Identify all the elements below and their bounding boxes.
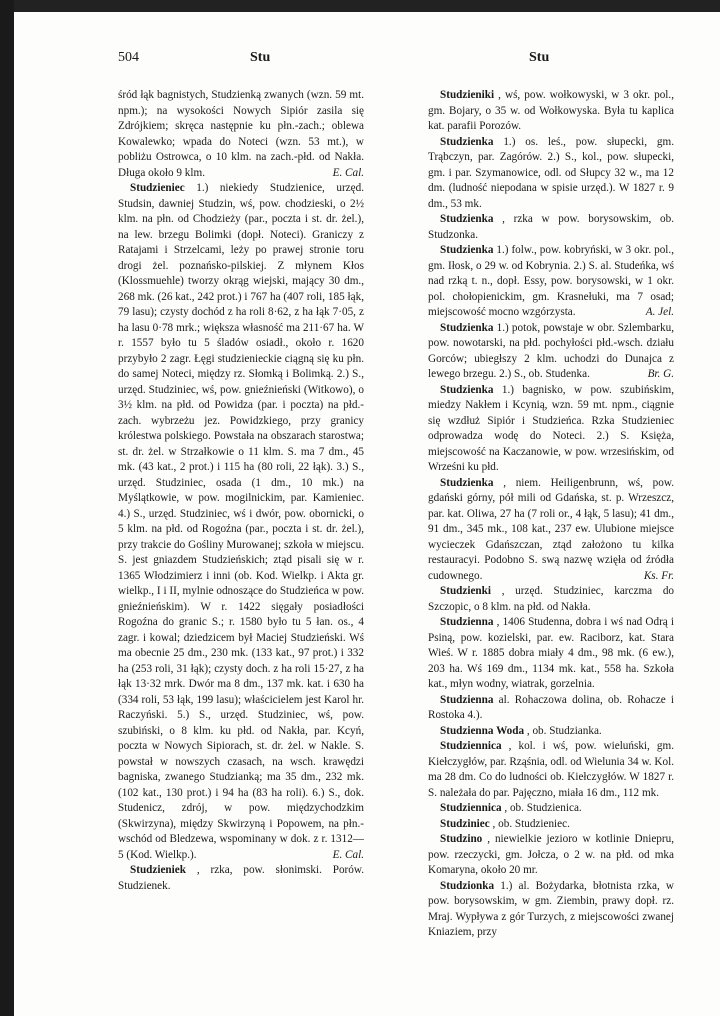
entry-signature: E. Cal. bbox=[332, 166, 364, 179]
dictionary-entry bbox=[428, 832, 674, 879]
page-number: 504 bbox=[118, 50, 139, 65]
dictionary-entry bbox=[428, 584, 674, 615]
entry-text: , rzka, pow. słonimski. Porów. Studzienek. bbox=[118, 864, 364, 892]
dictionary-entry bbox=[428, 383, 674, 476]
dictionary-entry bbox=[428, 693, 674, 724]
dictionary-entry bbox=[428, 739, 674, 801]
entry-headword: Studzienka bbox=[440, 476, 494, 489]
entry-text: , ob. Studzienica. bbox=[504, 802, 582, 814]
entry-signature: Ks. Fr. bbox=[643, 569, 674, 582]
entry-headword: Studziennica bbox=[440, 740, 502, 752]
dictionary-entry bbox=[428, 879, 674, 941]
entry-text: , 1406 Studenna, dobra i wś nad Odrą i Psiną, pow. kozielski, par. ew. Raciborz, kat. Stara Wieś. W r. 1885 dobra miały 4 dm., 98 mk. (6 ew.), 203 ha. Wś 169 dm., 1134 mk. kat., 558 ha. Szkoła kat., młyn wodny, wiatrak, gorzelnia. bbox=[428, 616, 674, 690]
entry-text: , rzka w pow. borysowskim, ob. Studzonka. bbox=[428, 213, 674, 241]
entry-signature: Br. G. bbox=[647, 368, 674, 380]
left-column bbox=[118, 88, 364, 988]
entry-text: 1.) al. Bożydarka, błotnista rzka, w pow. borysowskim, w gm. Ziembin, prawy dopł. rz. Mraj. Wypływa z gór Turzych, z miejscowości zwanej Kniaziem, przy bbox=[428, 879, 674, 938]
entry-headword: Studzieniec bbox=[130, 182, 185, 194]
entry-headword: Studzienka bbox=[440, 383, 494, 396]
dictionary-entry bbox=[428, 135, 674, 213]
entry-text: 1.) folw., pow. kobryński, w 3 okr. pol., gm. Iłosk, o 29 w. od Kobrynia. 2.) S. al. Studeńka, wś nad rzką t. n., dopł. Essy, pow. borysowski, w 1 okr. pol. chołopienickim, gm. Krasnełuki, ma 7 osad; miejscowość mocno wzgórzysta. bbox=[428, 244, 674, 318]
dictionary-entry bbox=[428, 212, 674, 243]
entry-headword: Studzienka bbox=[440, 135, 494, 148]
entry-text: 1.) potok, powstaje w obr. Szlembarku, pow. nowotarski, na płd. pochyłości płd.-wsch. działu Gorców; ubiegłszy 2 klm. uchodzi do Dunajca z lewego brzegu. 2.) S., ob. Studenka. bbox=[428, 321, 674, 380]
dictionary-entry bbox=[428, 724, 674, 740]
running-head-left: Stu bbox=[250, 50, 271, 65]
dictionary-entry bbox=[428, 817, 674, 833]
entry-text: al. Rohaczowa dolina, ob. Rohacze i Rostoka 4.). bbox=[428, 693, 674, 721]
entry-text: , ob. Studzianka. bbox=[526, 724, 602, 737]
entry-text: , ob. Studzieniec. bbox=[492, 817, 570, 830]
entry-signature: A. Jel. bbox=[645, 306, 674, 318]
dictionary-entry bbox=[118, 863, 364, 894]
dictionary-entry bbox=[428, 321, 674, 383]
entry-headword: Studzienka bbox=[440, 213, 494, 225]
page-header bbox=[0, 50, 720, 72]
entry-signature: E. Cal. bbox=[332, 848, 364, 861]
entry-text: , niewielkie jezioro w kotlinie Dniepru, pow. rzeczycki, gm. Jołcza, o 2 w. na płd. od mka Komaryna, około 20 mr. bbox=[428, 833, 674, 876]
entry-headword: Studzieniek bbox=[130, 864, 186, 876]
entry-headword: Studzienna bbox=[440, 616, 494, 628]
dictionary-entry bbox=[428, 801, 674, 817]
dictionary-entry bbox=[428, 88, 674, 135]
scan-edge-top bbox=[14, 0, 720, 12]
dictionary-entry bbox=[428, 243, 674, 321]
scan-edge-left bbox=[0, 0, 14, 1016]
dictionary-entry bbox=[428, 615, 674, 693]
entry-headword: Studzieniki bbox=[440, 89, 495, 101]
entry-text: 1.) os. leś., pow. słupecki, gm. Trąbczyn, par. Zagórów. 2.) S., kol., pow. słupecki, gm. i par. Szymanowice, odl. od Słupcy 32 w., ma 12 dm. (ludność niepodana w spisie urzęd.). W 1827 r. 9 dm., 53 mk. bbox=[428, 135, 674, 210]
right-column bbox=[428, 88, 674, 988]
entry-headword: Studzino bbox=[440, 833, 483, 845]
entry-headword: Studzienna Woda bbox=[440, 724, 525, 737]
entry-headword: Studzienka bbox=[440, 244, 494, 256]
entry-text: , kol. i wś, pow. wieluński, gm. Kiełczygłów, par. Rząśnia, odl. od Wielunia 34 w. Kol. ma 28 dm. Co do ludności ob. Kiełczygłów. W 1827 r. S. należała do par. Pajęczno, miała 16 dm., 112 mk. bbox=[428, 740, 674, 799]
entry-headword: Studzienna bbox=[440, 693, 494, 706]
entry-text: śród łąk bagnistych, Studzienką zwanych (wzn. 59 mt. npm.); na wysokości Nowych Sipiór zasila się Zdrójkiem; skręca następnie ku płn.-zach.; oblewa Kowalewko; wpada do Noteci (wzn. 53 mt.), w pobliżu Ostrowca, o 10 klm. na zach.-płd. od Nakła. Długa około 9 klm. bbox=[118, 89, 364, 179]
entry-headword: Studzionka bbox=[440, 879, 495, 892]
entry-text: , niem. Heiligenbrunn, wś, pow. gdański górny, pół mili od Gdańska, st. p. Wrzeszcz, par. kat. Oliwa, 27 ha (7 roli or., 4 łąk, 5 lasu); 41 dm., 91 dm., 345 mk., 108 kat., 237 ew. Ulubione miejsce wycieczek Gdańszczan, ztąd założono tu kilka restauracyi. Podobno S. swą nazwę wzięła od źródła cudownego. bbox=[428, 476, 674, 582]
entry-text: , wś, pow. wołkowyski, w 3 okr. pol., gm. Bojary, o 35 w. od Wołkowyska. Była tu kaplica kat. parafii Porozów. bbox=[428, 89, 674, 132]
running-head-right: Stu bbox=[529, 50, 550, 65]
entry-text: 1.) bagnisko, w pow. szubińskim, miedzy Nakłem i Kcynią, wzn. 59 mt. npm., ciągnie się wzdłuż Sipiór i Studzieńca. Rzka Studzieniec odprowadza wodę do Noteci. 2.) S. Księża, miejscowość na Kaczanowie, w pow. wrzesińskim, od Wrześni ku płd. bbox=[428, 383, 674, 473]
dictionary-entry bbox=[428, 476, 674, 585]
dictionary-entry bbox=[118, 181, 364, 863]
entry-headword: Studzienki bbox=[440, 585, 491, 597]
entry-text: , urzęd. Studziniec, karczma do Szczopic, o 8 klm. na płd. od Nakła. bbox=[428, 585, 674, 613]
entry-text: 1.) niekiedy Studzienice, urzęd. Studsin, dawniej Studzin, wś, pow. chodzieski, o 2½ klm. na płn. od Chodzieży (par., poczta i st. dr. żel.), na lew. brzegu Bolimki (dopł. Noteci). Graniczy z Ratajami i Strzelcami, leży po prawej stronie toru drogi żel. poznańsko-pilskiej. Z młynem Kłos (Klossmuehle) tworzy okrąg wiejski, mający 30 dm., 268 mk. (26 kat., 242 prot.) i 767 ha (407 roli, 185 łąk, 79 lasu); czysty dochód z ha roli 8·62, z ha łąk 7·05, z ha lasu 0·78 mrk.; większa własność ma 211·67 ha. W r. 1557 było tu 5 śladów osiadł., około r. 1620 przybyło 2 zagr. Łęgi studzienieckie ciągną się ku płn. do samej Noteci, między rz. Słomką i Bolimką. 2.) S., urzęd. Studziniec, wś, pow. gnieźnieński (Witkowo), o 3½ klm. na płd. od Powidza (par. i poczta) na płd.-zach. wybrzeżu jez. Powidzkiego, przy granicy królestwa polskiego. Powstała na obszarach starostwa; st. dr. żel. w Strzałkowie o 11 klm. S. ma 7 dm., 45 mk. (43 kat., 2 prot.) i 115 ha (80 roli, 22 łąk). 3.) S., urzęd. Studziniec, osada (1 dm., 10 mk.) na Myślątkowie, w pow. mogilnickim, par. Kamieniec. 4.) S., urzęd. Studziniec, wś i dwór, pow. obornicki, o 5 klm. na płd. od Rogoźna (par., poczta i st. dr. żel.), przy trakcie do Gośliny Murowanej; szkoła w miejscu. S. jest gniazdem Studzieńskich; ztąd pisali się w r. 1365 Włodzimierz i inni (ob. Kod. Wielkp. i Akta gr. wielkp., I i II, mylnie odnoszące do Studzieńca w pow. gnieźnieńskim). W r. 1422 sięgały posiadłości Rogoźna do granic S.; r. 1580 było tu 5 łan. os., 4 zagr. i kowal; dziedzicem był Maciej Studzieński. Wś ma obecnie 25 dm., 230 mk. (133 kat., 97 prot.) i 332 ha (253 roli, 31 łąk); czysty doch. z ha roli 15·27, z ha łąk 13·32 mrk. Dwór ma 8 dm., 137 mk. kat. i 630 ha (334 roli, 53 łąk, 199 lasu); właścicielem jest Karol hr. Raczyński. 5.) S., urzęd. Studziniec, wś, pow. szubiński, o 8 klm. ku płd. od Nakła, par. Kcyń, poczta w Nowych Sipiorach, st. dr. żel. w Nakle. S. powstał w nowszych czasach, na wsch. krawędzi bagniska, zwanego Studzianką; ma 35 dm., 232 mk. (102 kat., 130 prot.) i 94 ha (83 ha roli). 6.) S., dok. Studenicz, zdrój, w pow. międzychodzkim (Skwirzyna), między Skwirzyną i Popowem, na płn.-wschód od Bledzewa, wspominany w dok. z r. 1312—5 (Kod. Wielkp.). bbox=[118, 182, 364, 861]
entry-headword: Studzienka bbox=[440, 321, 494, 334]
dictionary-entry bbox=[118, 88, 364, 181]
entry-headword: Studziniec bbox=[440, 817, 490, 830]
entry-headword: Studziennica bbox=[440, 802, 502, 814]
